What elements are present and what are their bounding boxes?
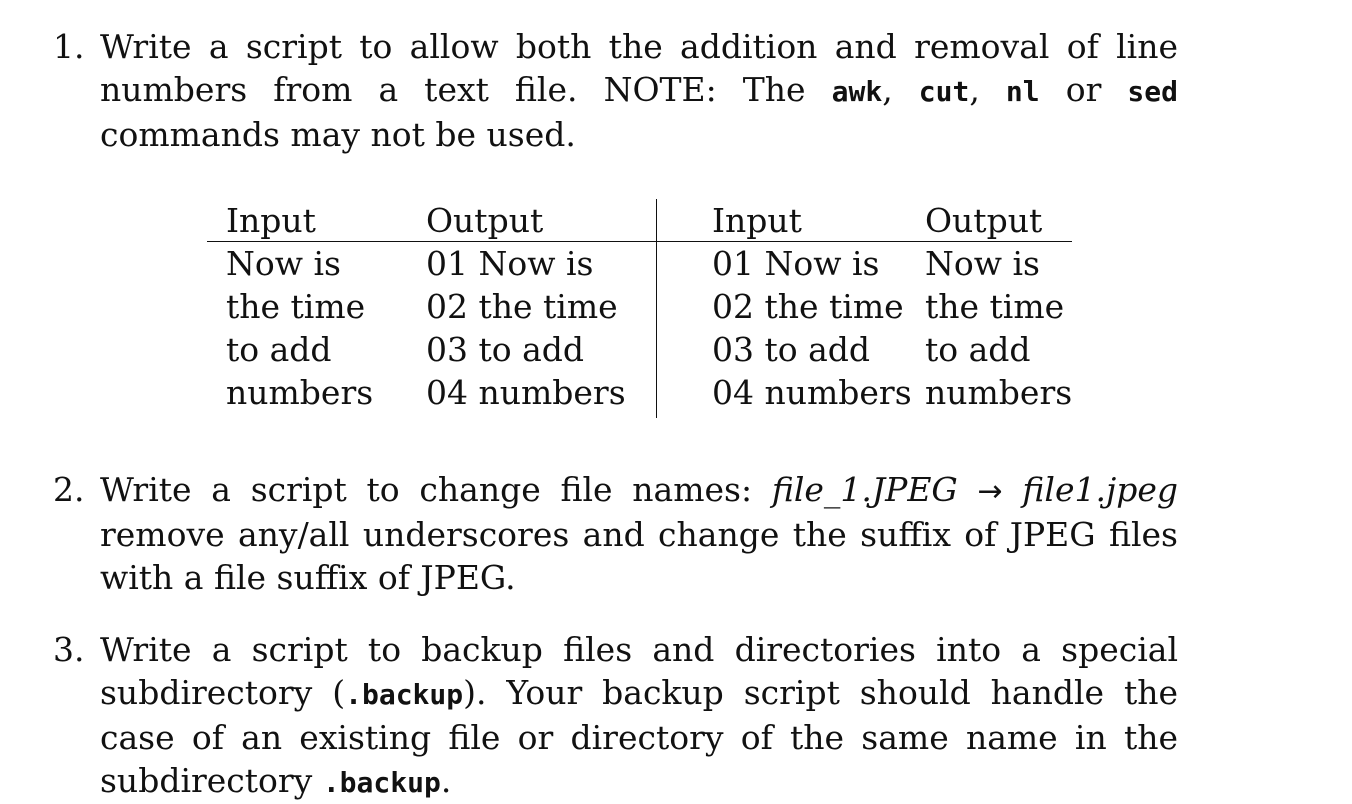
item-text: . xyxy=(440,761,452,800)
table-header: Output xyxy=(426,201,544,240)
table-cell: Now is xyxy=(925,244,1040,283)
right-arrow-icon: → xyxy=(977,474,1003,509)
code-nl: nl xyxy=(1005,75,1040,108)
item-text: commands may not be used. xyxy=(100,115,576,154)
item-text: Write a script to backup files and directories into a special subdirectory ( xyxy=(100,630,1178,712)
table-cell: 03 to add xyxy=(712,330,871,369)
separator-text: or xyxy=(1039,70,1128,109)
table-cell: 03 to add xyxy=(426,330,585,369)
code-cut: cut xyxy=(918,75,970,108)
table-cell: to add xyxy=(925,330,1031,369)
item-text: ). Your backup script should handle the case of an existing file or directory of the same name in the subdirectory xyxy=(100,673,1178,800)
item-text: Write a script to change file names: xyxy=(100,470,772,509)
table-cell: the time xyxy=(226,287,366,326)
exercise-item-2 xyxy=(53,468,1178,599)
table-divider-rule xyxy=(656,199,657,418)
item-number: 2. xyxy=(53,470,85,509)
item-number: 3. xyxy=(53,630,85,669)
code-backup-dir: .backup xyxy=(322,766,441,799)
table-cell: 02 the time xyxy=(426,287,618,326)
table-header: Output xyxy=(925,201,1043,240)
table-cell: the time xyxy=(925,287,1065,326)
item-text: Write a script to allow both the addition and removal of line numbers from a text file. NOTE: The xyxy=(100,27,1178,109)
table-cell: to add xyxy=(226,330,332,369)
table-cell: 04 numbers xyxy=(426,373,626,412)
table-cell: 02 the time xyxy=(712,287,904,326)
item-text: remove any/all underscores and change the suffix of JPEG files with a file suffix of JPEG. xyxy=(100,515,1178,597)
separator-text: , xyxy=(882,70,919,109)
table-cell: numbers xyxy=(226,373,374,412)
table-header: Input xyxy=(712,201,802,240)
table-cell: 01 Now is xyxy=(426,244,594,283)
line-number-example-table xyxy=(207,199,1072,419)
exercise-item-1 xyxy=(53,25,1178,156)
item-number: 1. xyxy=(53,27,85,66)
table-header: Input xyxy=(226,201,316,240)
file-name-before: file_1.JPEG xyxy=(771,470,958,509)
table-cell: 04 numbers xyxy=(712,373,912,412)
code-backup-dir: .backup xyxy=(345,678,464,711)
table-cell: Now is xyxy=(226,244,341,283)
table-cell: 01 Now is xyxy=(712,244,880,283)
code-awk: awk xyxy=(831,75,883,108)
code-sed: sed xyxy=(1127,75,1178,108)
table-header-rule xyxy=(207,241,1072,242)
separator-text: , xyxy=(969,70,1006,109)
exercise-item-3 xyxy=(53,628,1178,804)
table-cell: numbers xyxy=(925,373,1073,412)
file-name-after: file1.jpeg xyxy=(1022,470,1178,509)
